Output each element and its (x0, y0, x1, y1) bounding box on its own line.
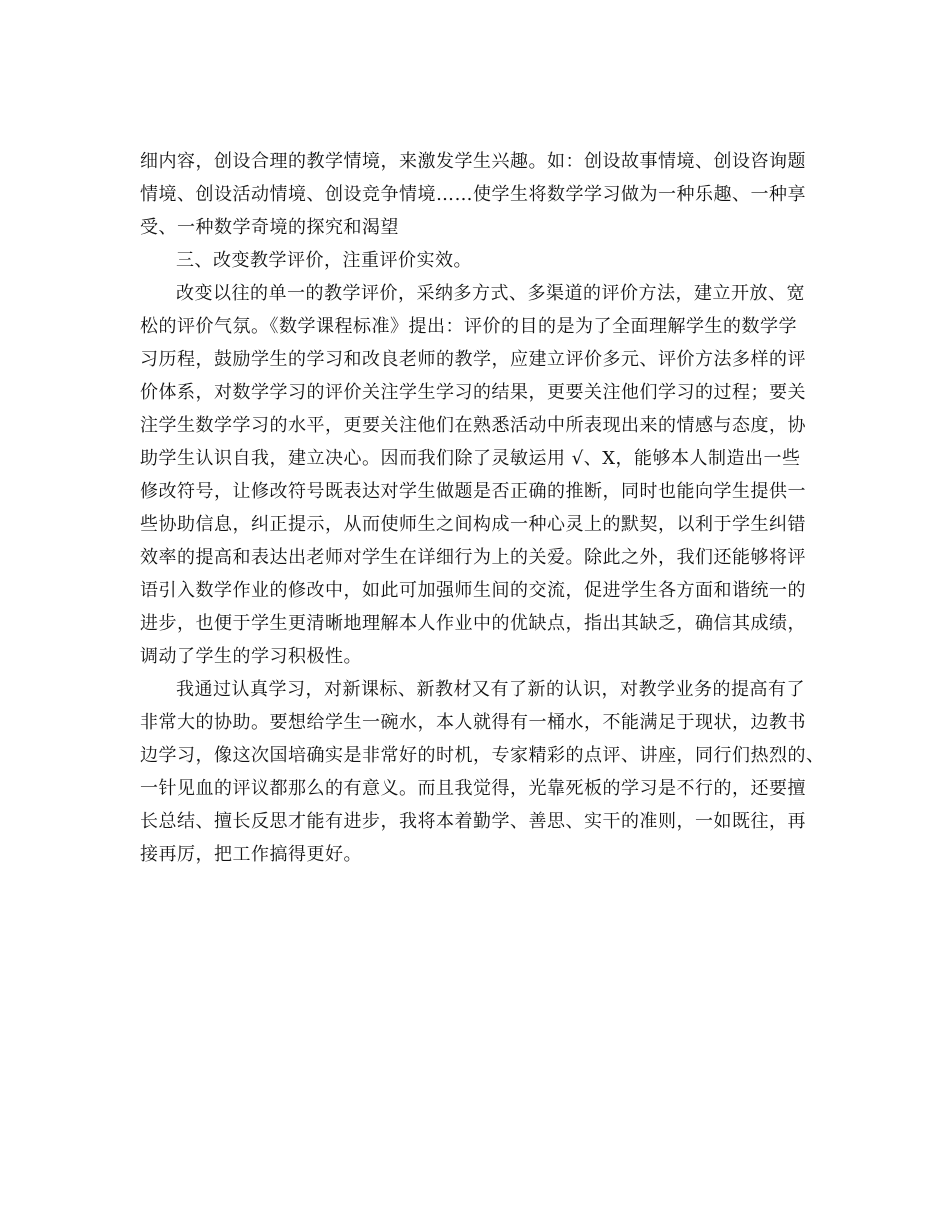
text-line: 语引入数学作业的修改中，如此可加强师生间的交流，促进学生各方面和谐统一的 (140, 580, 806, 601)
text-line: 调动了学生的学习积极性。 (140, 646, 362, 667)
text-line: 价体系，对数学学习的评价关注学生学习的结果，更要关注他们学习的过程；要关 (140, 382, 806, 403)
text-line: 接再厉，把工作搞得更好。 (140, 844, 362, 865)
text-line: 三、改变教学评价，注重评价实效。 (176, 250, 472, 271)
text-line: 进步，也便于学生更清晰地理解本人作业中的优缺点，指出其缺乏，确信其成绩， (140, 613, 806, 634)
text-line: 松的评价气氛。《数学课程标准》提出：评价的目的是为了全面理解学生的数学学 (140, 316, 797, 337)
text-line: 受、一种数学奇境的探究和渴望 (140, 217, 399, 238)
text-line: 一针见血的评议都那么的有意义。而且我觉得，光靠死板的学习是不行的，还要擅 (140, 778, 806, 799)
text-line: 边学习，像这次国培确实是非常好的时机，专家精彩的点评、讲座，同行们热烈的、 (140, 745, 825, 766)
text-line: 修改符号，让修改符号既表达对学生做题是否正确的推断，同时也能向学生提供一 (140, 481, 806, 502)
text-line: 改变以往的单一的教学评价，采纳多方式、多渠道的评价方法，建立开放、宽 (176, 283, 805, 304)
text-line: 情境、创设活动情境、创设竞争情境……使学生将数学学习做为一种乐趣、一种享 (140, 184, 806, 205)
text-line: 我通过认真学习，对新课标、新教材又有了新的认识，对教学业务的提高有了 (176, 679, 805, 700)
text-line: 些协助信息，纠正提示，从而使师生之间构成一种心灵上的默契，以利于学生纠错 (140, 514, 806, 535)
text-line: 习历程，鼓励学生的学习和改良老师的教学，应建立评价多元、评价方法多样的评 (140, 349, 806, 370)
text-line: 细内容，创设合理的教学情境，来激发学生兴趣。如：创设故事情境、创设咨询题 (140, 151, 806, 172)
text-line: 助学生认识自我，建立决心。因而我们除了灵敏运用 √、X，能够本人制造出一些 (140, 448, 801, 469)
text-line: 长总结、擅长反思才能有进步，我将本着勤学、善思、实干的准则，一如既往，再 (140, 811, 806, 832)
text-line: 非常大的协助。要想给学生一碗水，本人就得有一桶水，不能满足于现状，边教书 (140, 712, 806, 733)
text-line: 效率的提高和表达出老师对学生在详细行为上的关爱。除此之外，我们还能够将评 (140, 547, 806, 568)
document-body (140, 145, 825, 871)
text-line: 注学生数学学习的水平，更要关注他们在熟悉活动中所表现出来的情感与态度，协 (140, 415, 806, 436)
